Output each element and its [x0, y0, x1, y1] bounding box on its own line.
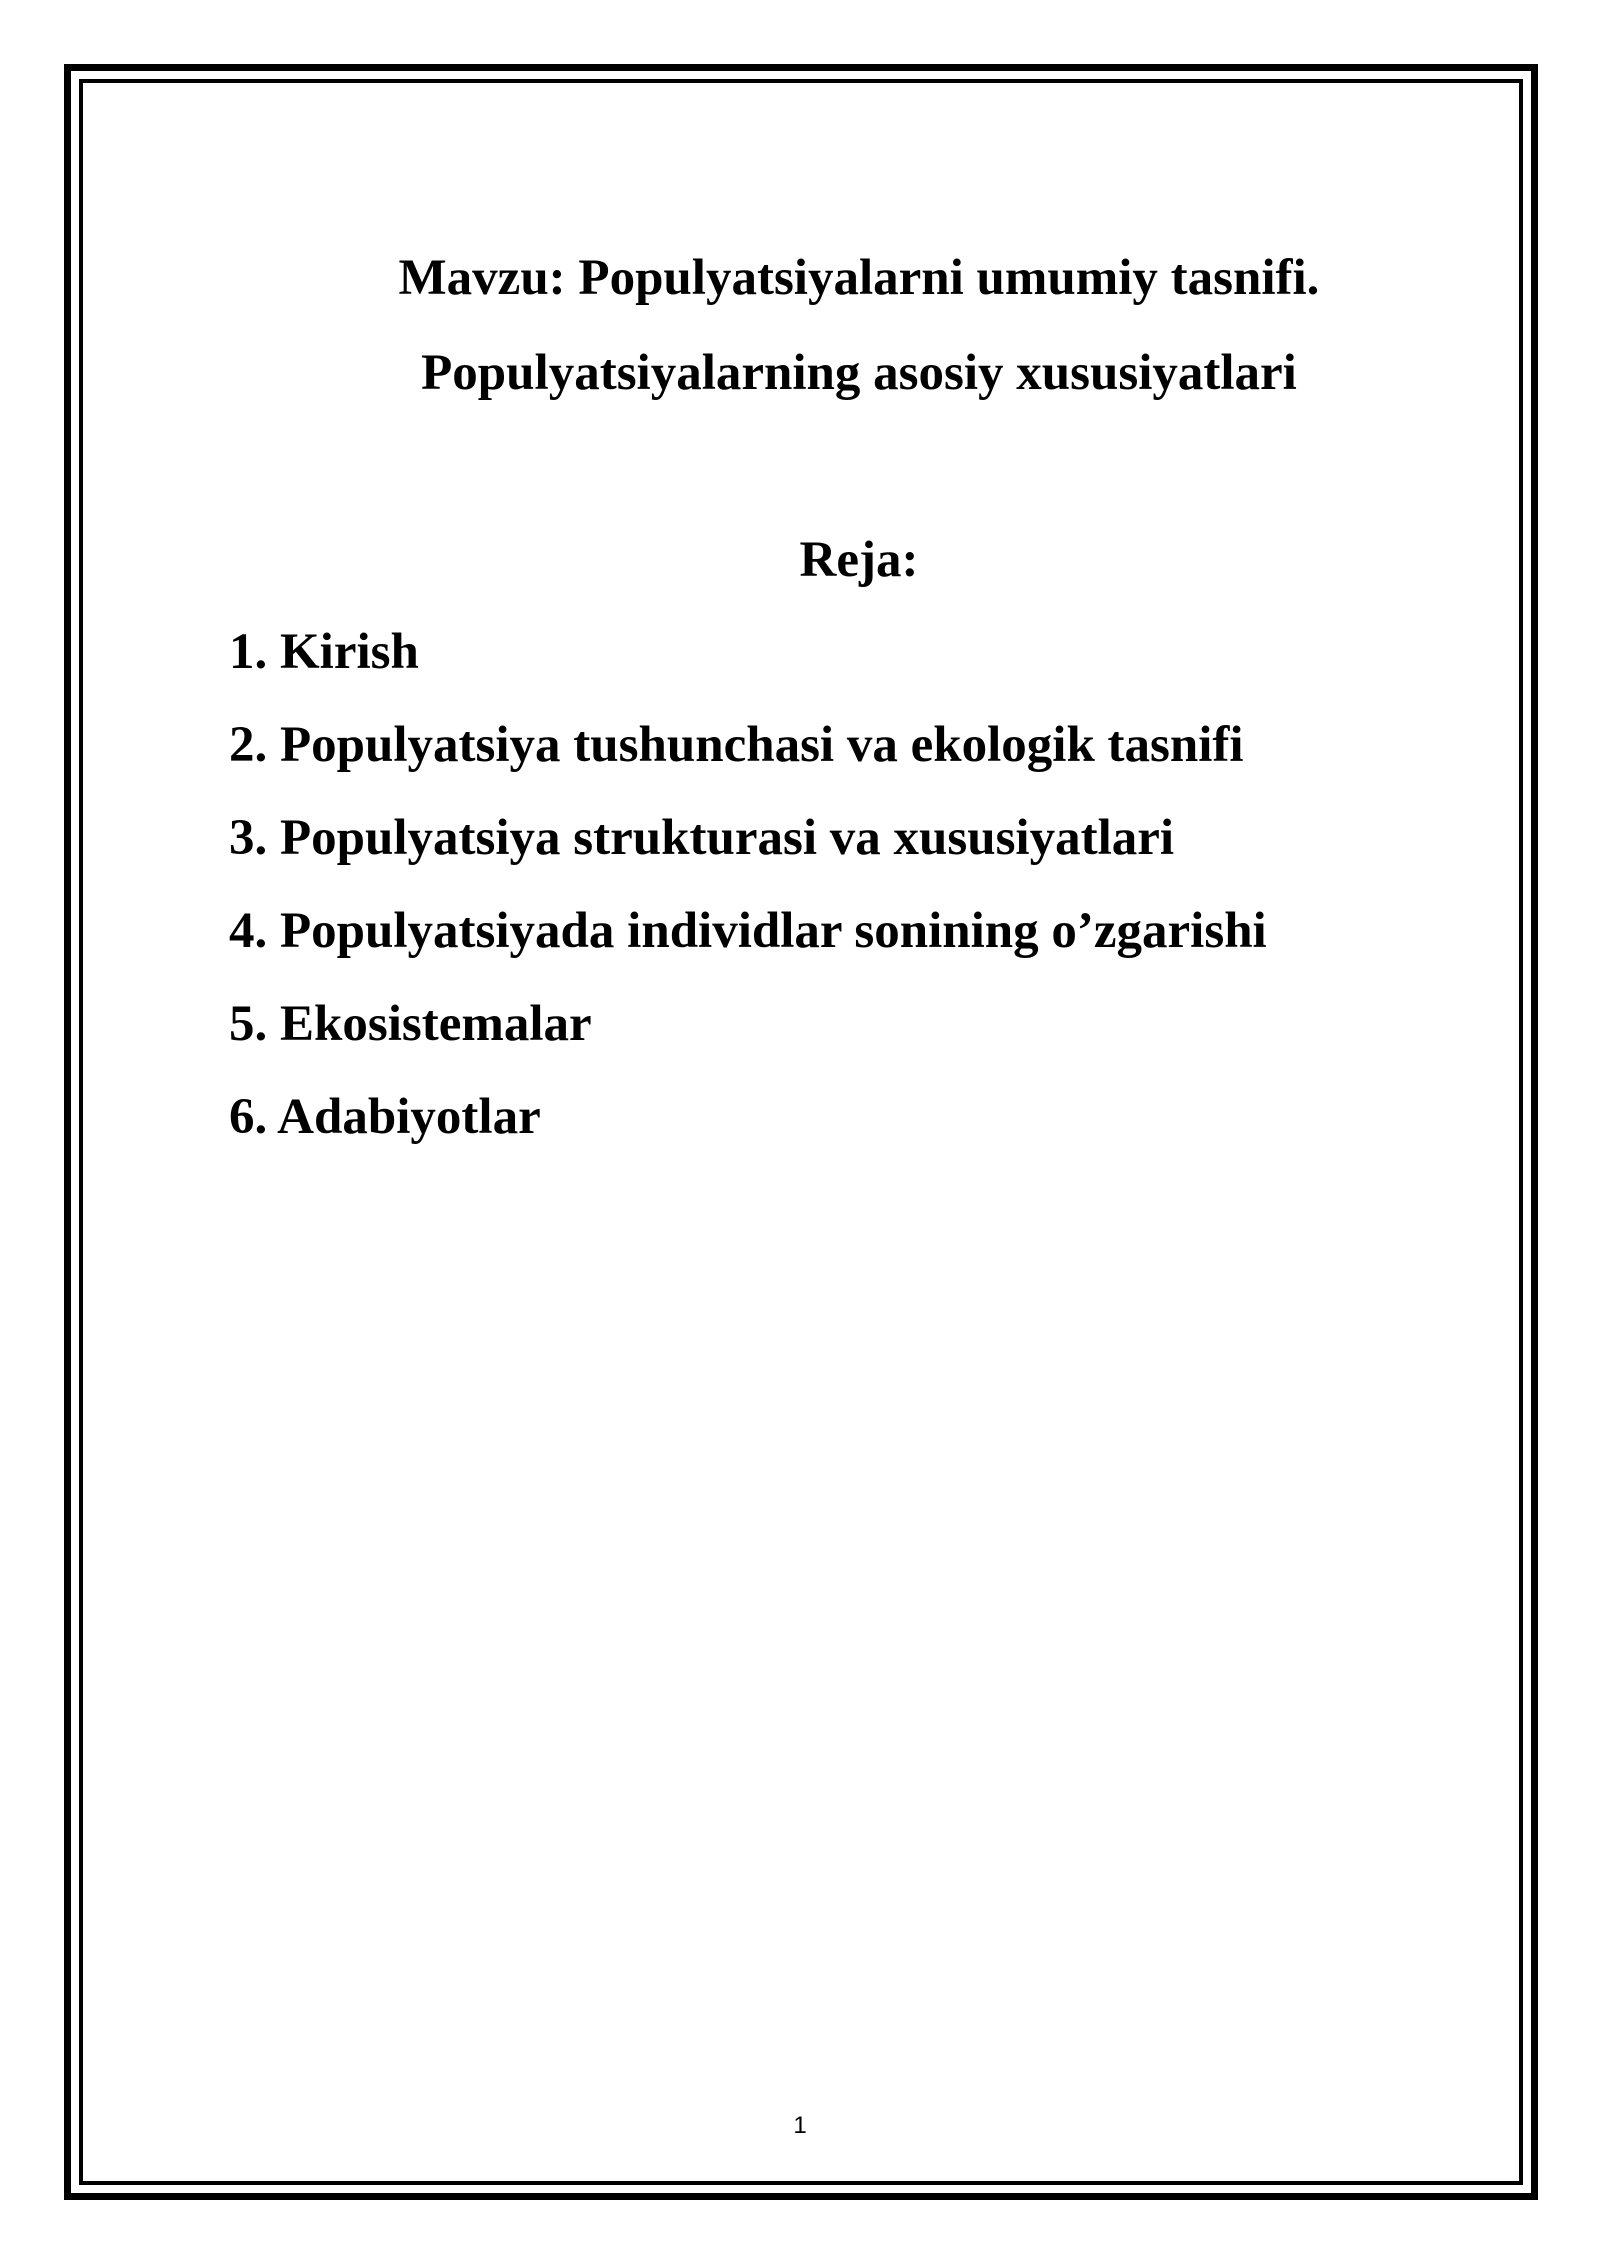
plan-item-concept: 2. Populyatsiya tushunchasi va ekologik tasnifi [229, 717, 1244, 773]
plan-item-kirish: 1. Kirish [229, 624, 419, 680]
document-title-line-1: Mavzu: Populyatsiyalarni umumiy tasnifi. [398, 250, 1320, 306]
plan-item-change: 4. Populyatsiyada individlar sonining o’zgarishi [229, 903, 1267, 959]
document-title-line-2: Populyatsiyalarning asosiy xususiyatlari [421, 345, 1297, 401]
plan-list [229, 622, 1267, 1180]
plan-item-structure: 3. Populyatsiya strukturasi va xususiyatlari [229, 810, 1175, 866]
page-number: 1 [793, 2112, 807, 2139]
plan-heading: Reja: [799, 532, 919, 588]
plan-item-ecosystems: 5. Ekosistemalar [229, 996, 592, 1052]
plan-item-literature: 6. Adabiyotlar [229, 1089, 541, 1145]
